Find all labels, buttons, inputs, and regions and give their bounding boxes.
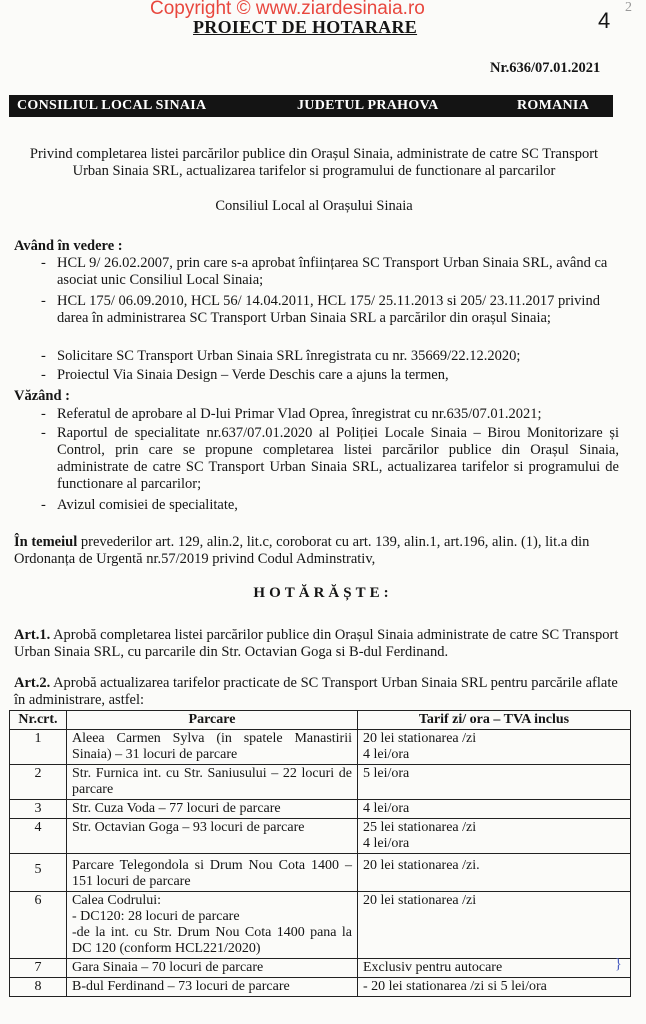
vazand-item: - Raportul de specialitate nr.637/07.01.2020 al Poliției Locale Sinaia – Birou Monitorizare și Control, prin care se propune completarea listei parcărilor publice din Orașul Sinaia, administrate de catre SC Transport Urban Sinaia SRL, actualizarea tarifelor si programului de functionare al parcarilor; bbox=[41, 425, 619, 492]
header-tarif: Tarif zi/ ora – TVA inclus bbox=[358, 711, 631, 730]
table-row bbox=[10, 819, 631, 854]
tariff: 20 lei stationarea /zi. bbox=[358, 854, 631, 892]
row-number: 1 bbox=[10, 730, 67, 765]
parking-name: Str. Octavian Goga – 93 locuri de parcare bbox=[67, 819, 358, 854]
parking-tariffs-table bbox=[9, 710, 631, 997]
row-number: 3 bbox=[10, 800, 67, 819]
avand-heading: Având în vedere : bbox=[14, 238, 123, 254]
table-row bbox=[10, 800, 631, 819]
parking-name: Str. Cuza Voda – 77 locuri de parcare bbox=[67, 800, 358, 819]
vazand-heading: Văzând : bbox=[14, 388, 70, 404]
table-row bbox=[10, 730, 631, 765]
row-number: 6 bbox=[10, 892, 67, 959]
parking-name: B-dul Ferdinand – 73 locuri de parcare bbox=[67, 978, 358, 997]
header-nr: Nr.crt. bbox=[10, 711, 67, 730]
copyright-watermark: Copyright © www.ziardesinaia.ro bbox=[150, 0, 425, 19]
decision-subject: Privind completarea listei parcărilor publice din Orașul Sinaia, administrate de catre SC Transport Urban Sinaia SRL, actualizarea tarifelor si programului de functionare al parcarilor bbox=[29, 146, 599, 179]
decision-heading: HOTĂRĂȘTE: bbox=[253, 585, 393, 601]
row-number: 8 bbox=[10, 978, 67, 997]
row-number: 5 bbox=[10, 854, 67, 892]
article-2: Art.2. Aprobă actualizarea tarifelor practicate de SC Transport Urban Sinaia SRL pentru parcările aflate în administrare, astfel: bbox=[14, 675, 618, 708]
avand-item: - Solicitare SC Transport Urban Sinaia SRL înregistrata cu nr. 35669/22.12.2020; bbox=[41, 348, 521, 364]
table-row bbox=[10, 959, 631, 978]
tariff: - 20 lei stationarea /zi si 5 lei/ora bbox=[358, 978, 631, 997]
banner-council: CONSILIUL LOCAL SINAIA bbox=[17, 98, 207, 113]
table-row bbox=[10, 765, 631, 800]
page-number: 4 bbox=[598, 8, 611, 33]
avand-item: - Proiectul Via Sinaia Design – Verde Deschis care a ajuns la termen, bbox=[41, 367, 449, 383]
tariff: 5 lei/ora bbox=[358, 765, 631, 800]
document-title: PROIECT DE HOTARARE bbox=[193, 17, 418, 37]
avand-item: - HCL 175/ 06.09.2010, HCL 56/ 14.04.2011, HCL 175/ 25.11.2013 si 205/ 23.11.2017 privind darea în administrarea SC Transport Urban Sinaia SRL a parcărilor din orașul Sinaia; bbox=[41, 293, 600, 326]
issuer: Consiliul Local al Orașului Sinaia bbox=[215, 198, 413, 214]
handwritten-mark: } bbox=[614, 956, 622, 972]
tariff: Exclusiv pentru autocare } bbox=[358, 959, 631, 978]
row-number: 2 bbox=[10, 765, 67, 800]
parking-name: Aleea Carmen Sylva (in spatele Manastirii Sinaia) – 31 locuri de parcare bbox=[67, 730, 358, 765]
banner-county: JUDETUL PRAHOVA bbox=[297, 98, 439, 113]
article-1: Art.1. Aprobă completarea listei parcărilor publice din Orașul Sinaia administrate de catre SC Transport Urban Sinaia SRL, cu parcarile din Str. Octavian Goga si B-dul Ferdinand. bbox=[14, 627, 619, 660]
header-parcare: Parcare bbox=[67, 711, 358, 730]
tariff: 20 lei stationarea /zi bbox=[358, 892, 631, 959]
tariff: 4 lei/ora bbox=[358, 800, 631, 819]
tariff: 25 lei stationarea /zi 4 lei/ora bbox=[358, 819, 631, 854]
banner-country: ROMANIA bbox=[517, 98, 590, 113]
table-header-row bbox=[10, 711, 631, 730]
table-row bbox=[10, 978, 631, 997]
row-number: 7 bbox=[10, 959, 67, 978]
parking-name: Parcare Telegondola si Drum Nou Cota 1400 – 151 locuri de parcare bbox=[67, 854, 358, 892]
table-row bbox=[10, 854, 631, 892]
avand-item: - HCL 9/ 26.02.2007, prin care s-a aprobat înființarea SC Transport Urban Sinaia SRL, având ca asociat unic Consiliul Local Sinaia; bbox=[41, 255, 608, 288]
vazand-item: - Avizul comisiei de specialitate, bbox=[41, 497, 238, 513]
row-number: 4 bbox=[10, 819, 67, 854]
institution-banner bbox=[9, 95, 613, 117]
corner-handwritten-mark: 2 bbox=[625, 0, 632, 15]
document-number: Nr.636/07.01.2021 bbox=[490, 60, 601, 76]
legal-basis: În temeiul prevederilor art. 129, alin.2, lit.c, coroborat cu art. 139, alin.1, art.196, alin. (1), lit.a din Ordonanța de Urgentă nr.57/2019 privind Codul Adminstrativ, bbox=[14, 534, 590, 567]
tariff: 20 lei stationarea /zi 4 lei/ora bbox=[358, 730, 631, 765]
table-row bbox=[10, 892, 631, 959]
parking-name: Str. Furnica int. cu Str. Saniusului – 22 locuri de parcare bbox=[67, 765, 358, 800]
parking-name: Gara Sinaia – 70 locuri de parcare bbox=[67, 959, 358, 978]
vazand-item: - Referatul de aprobare al D-lui Primar Vlad Oprea, înregistrat cu nr.635/07.01.2021; bbox=[41, 406, 542, 422]
parking-name: Calea Codrului: - DC120: 28 locuri de parcare -de la int. cu Str. Drum Nou Cota 1400 pana la DC 120 (conform HCL221/2020) bbox=[67, 892, 358, 959]
